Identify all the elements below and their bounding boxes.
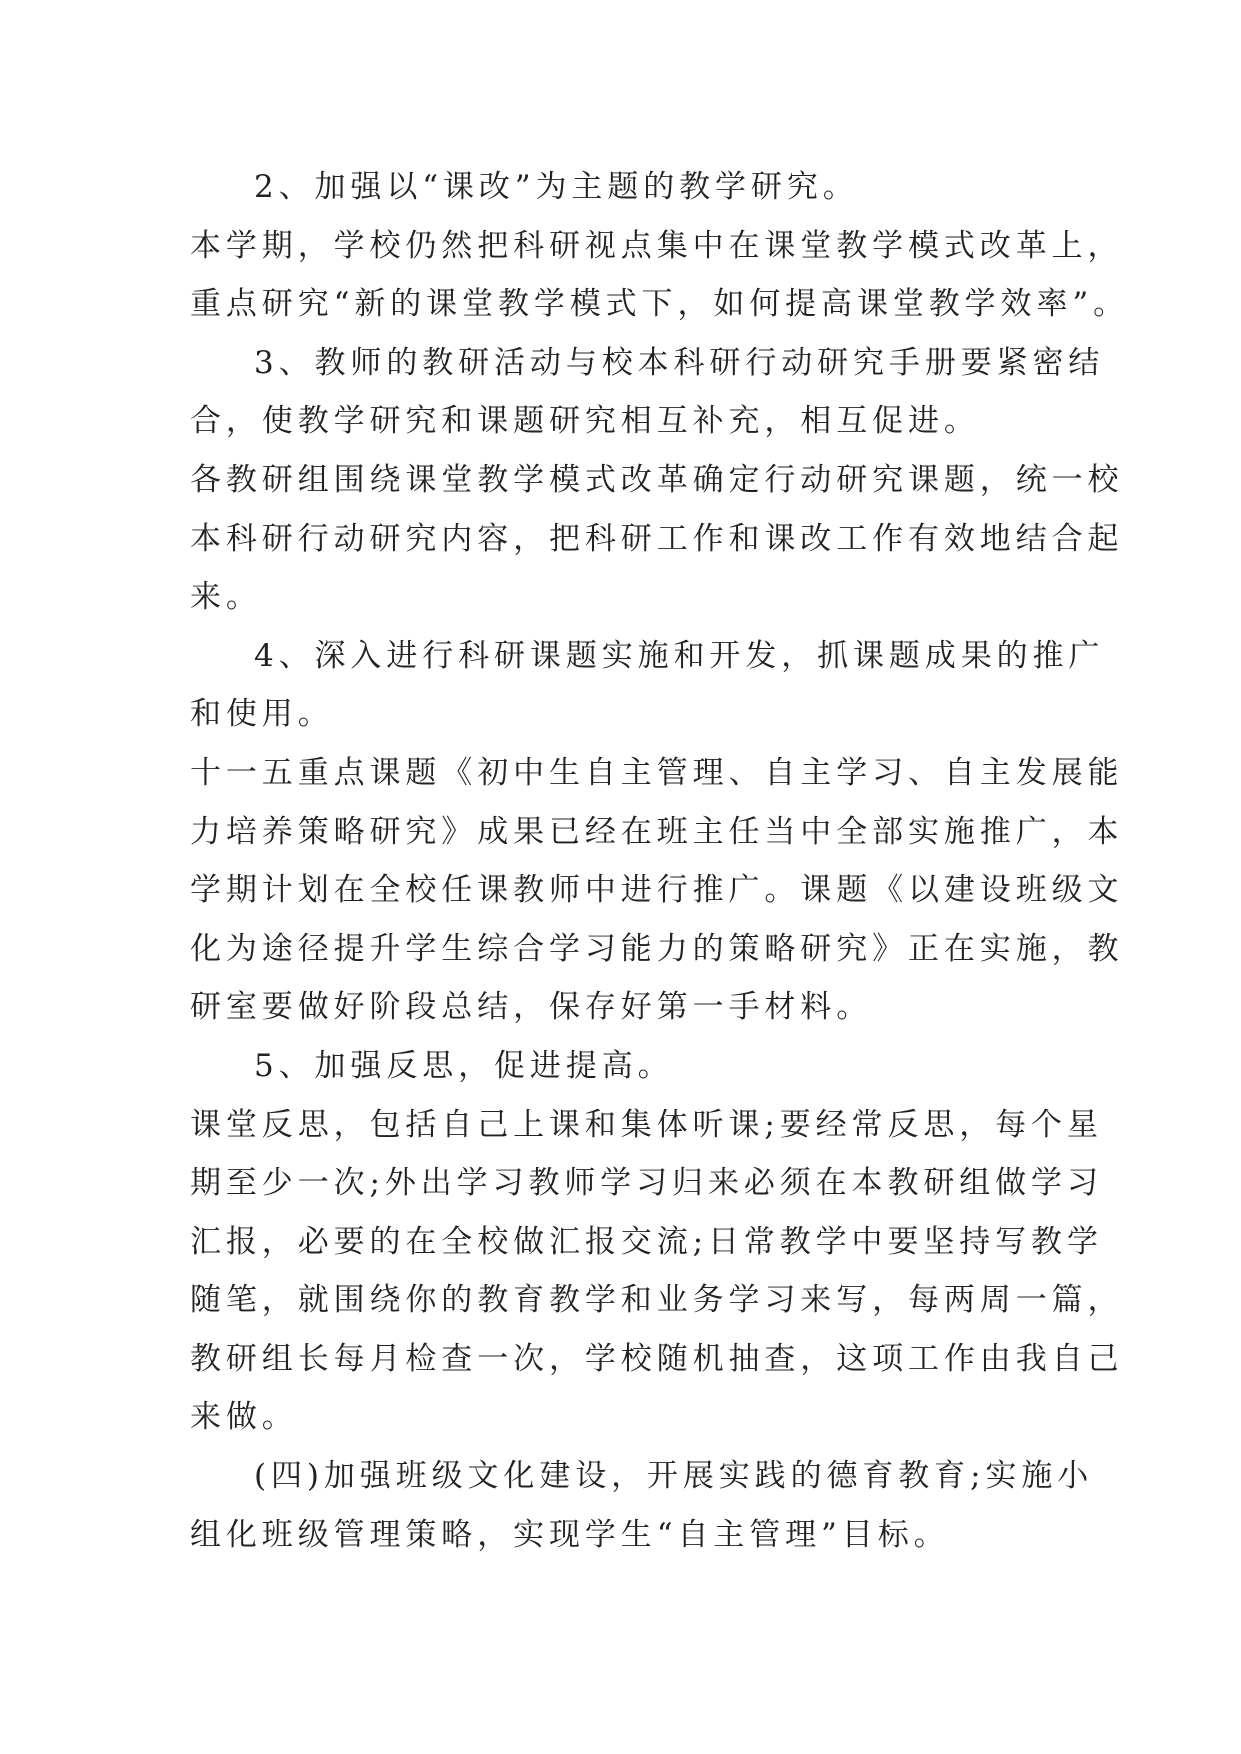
document-body	[190, 158, 1129, 1564]
text-line: 教研组长每月检查一次，学校随机抽查，这项工作由我自己	[190, 1340, 1124, 1377]
text-line: 本学期，学校仍然把科研视点集中在课堂教学模式改革上，	[190, 227, 1124, 264]
text-line: 研室要做好阶段总结，保存好第一手材料。	[190, 989, 873, 1026]
text-line: 期至少一次;外出学习教师学习归来必须在本教研组做学习	[190, 1165, 1103, 1202]
text-line: 和使用。	[190, 696, 334, 733]
text-line: 学期计划在全校任课教师中进行推广。课题《以建设班级文	[190, 872, 1124, 909]
text-line: 重点研究“新的课堂教学模式下，如何提高课堂教学效率”。	[190, 286, 1129, 323]
text-line: 随笔，就围绕你的教育教学和业务学习来写，每两周一篇，	[190, 1282, 1124, 1319]
text-line: 3、教师的教研活动与校本科研行动研究手册要紧密结	[254, 344, 1105, 381]
text-line: 课堂反思，包括自己上课和集体听课;要经常反思，每个星	[190, 1106, 1103, 1143]
text-line: 化为途径提升学生综合学习能力的策略研究》正在实施，教	[190, 930, 1124, 967]
text-line: 力培养策略研究》成果已经在班主任当中全部实施推广，本	[190, 813, 1124, 850]
text-line: 组化班级管理策略，实现学生“自主管理”目标。	[190, 1516, 950, 1553]
text-line: 2、加强以“课改”为主题的教学研究。	[254, 169, 859, 205]
text-line: 汇报，必要的在全校做汇报交流;日常教学中要坚持写教学	[190, 1223, 1103, 1260]
text-line: 十一五重点课题《初中生自主管理、自主学习、自主发展能	[190, 754, 1124, 791]
text-line: 4、深入进行科研课题实施和开发，抓课题成果的推广	[254, 637, 1105, 674]
text-line: 来做。	[190, 1399, 298, 1436]
text-line: 本科研行动研究内容，把科研工作和课改工作有效地结合起	[190, 520, 1124, 557]
text-line: 5、加强反思，促进提高。	[254, 1047, 674, 1084]
text-line: (四)加强班级文化建设，开展实践的德育教育;实施小	[254, 1458, 1094, 1495]
text-line: 各教研组围绕课堂教学模式改革确定行动研究课题，统一校	[190, 461, 1124, 498]
text-line: 合，使教学研究和课题研究相互补充，相互促进。	[190, 403, 980, 440]
text-line: 来。	[190, 579, 262, 616]
